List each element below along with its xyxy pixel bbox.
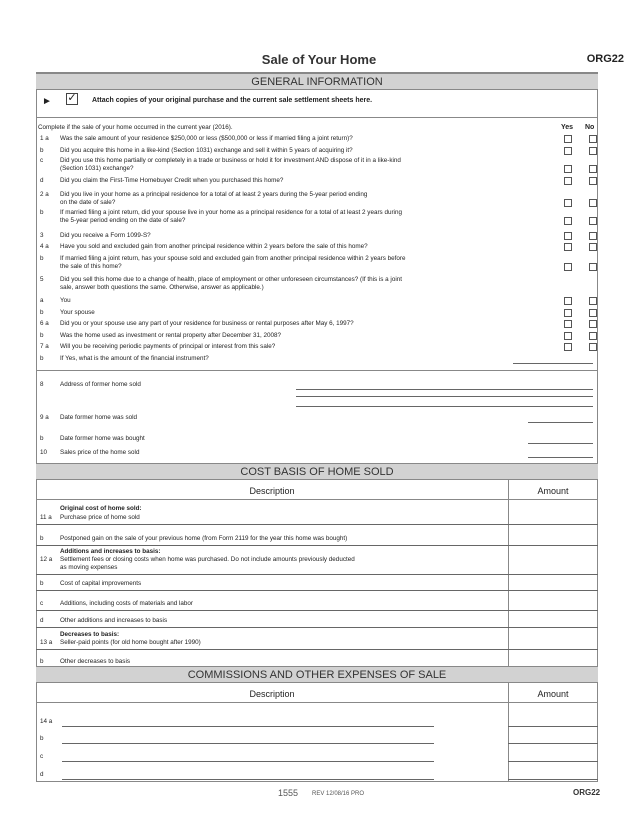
question-number: 1 a <box>40 135 49 142</box>
row-heading: Additions and increases to basis: <box>60 548 161 555</box>
divider <box>36 370 598 371</box>
field-input-line[interactable] <box>528 422 593 423</box>
section-commissions: COMMISSIONS AND OTHER EXPENSES OF SALE <box>36 666 598 683</box>
yes-checkbox[interactable] <box>564 199 572 207</box>
intro-text: Complete if the sale of your home occurred in the current year (2016). <box>38 124 233 131</box>
amount-input-line[interactable] <box>36 574 598 575</box>
field-label: Date former home was sold <box>60 414 137 421</box>
question-number: 5 <box>40 276 44 283</box>
expense-description-line[interactable] <box>62 761 434 762</box>
no-checkbox[interactable] <box>589 199 597 207</box>
question-number: 7 a <box>40 343 49 350</box>
question-number: 4 a <box>40 243 49 250</box>
expense-amount-line[interactable] <box>508 779 598 780</box>
field-input-line[interactable] <box>296 389 593 390</box>
question-number: 3 <box>40 232 44 239</box>
attach-checkbox[interactable]: ✓ <box>67 92 77 104</box>
amount-input-line[interactable] <box>36 649 598 650</box>
yes-checkbox[interactable] <box>564 232 572 240</box>
question-text: Did you use this home partially or completely in a trade or business or hold it for investment AND dispose of it in a like-kind (Section 1031) exchange? <box>60 157 401 172</box>
row-description: Purchase price of home sold <box>60 514 140 521</box>
yes-checkbox[interactable] <box>564 332 572 340</box>
question-text: Did you claim the First-Time Homebuyer Credit when you purchased this home? <box>60 177 284 184</box>
no-checkbox[interactable] <box>589 217 597 225</box>
description-header: Description <box>249 689 295 699</box>
section-general-information: GENERAL INFORMATION <box>36 73 598 90</box>
row-heading: Original cost of home sold: <box>60 505 142 512</box>
page-title: Sale of Your Home <box>261 52 377 67</box>
question-text: If married filing a joint return, did your spouse live in your home as a principal residence for a total of at least 2 years during the 5-year period ending on the date of sale? <box>60 209 402 224</box>
form-code: ORG22 <box>586 53 624 65</box>
question-number: b <box>40 355 44 362</box>
question-number: 6 a <box>40 320 49 327</box>
row-number: 11 a <box>40 514 52 521</box>
question-number: b <box>40 309 44 316</box>
expense-amount-line[interactable] <box>508 761 598 762</box>
no-checkbox[interactable] <box>589 343 597 351</box>
expense-amount-line[interactable] <box>508 743 598 744</box>
yes-checkbox[interactable] <box>564 243 572 251</box>
no-checkbox[interactable] <box>589 135 597 143</box>
row-number: b <box>40 535 44 542</box>
amount-input-line[interactable] <box>513 363 593 364</box>
field-input-line[interactable] <box>528 443 593 444</box>
expense-row-number: c <box>40 753 44 760</box>
no-column-header: No <box>585 124 595 131</box>
expense-row-number: 14 a <box>40 718 53 725</box>
description-header: Description <box>249 486 295 496</box>
expense-row-number: d <box>40 771 44 778</box>
amount-input-line[interactable] <box>36 627 598 628</box>
row-description: Cost of capital improvements <box>60 580 142 587</box>
expense-description-line[interactable] <box>62 743 434 744</box>
question-number: d <box>40 177 44 184</box>
field-number: 10 <box>40 449 48 456</box>
question-number: a <box>40 297 44 304</box>
expense-description-line[interactable] <box>62 779 434 780</box>
field-input-line[interactable] <box>528 457 593 458</box>
pointer-arrow-icon: ► <box>42 96 52 107</box>
no-checkbox[interactable] <box>589 147 597 155</box>
question-number: b <box>40 209 44 216</box>
yes-checkbox[interactable] <box>564 343 572 351</box>
field-label: Sales price of the home sold <box>60 449 140 456</box>
amount-input-line[interactable] <box>36 524 598 525</box>
field-input-line[interactable] <box>296 406 593 407</box>
row-number: b <box>40 580 44 587</box>
field-label: Date former home was bought <box>60 435 145 442</box>
section-cost-basis: COST BASIS OF HOME SOLD <box>36 463 598 480</box>
question-text: Did you acquire this home in a like-kind (Section 1031) exchange and sell it within 5 years of acquiring it? <box>60 147 353 154</box>
no-checkbox[interactable] <box>589 232 597 240</box>
yes-checkbox[interactable] <box>564 263 572 271</box>
row-description: Seller-paid points (for old home bought after 1990) <box>60 639 201 646</box>
yes-column-header: Yes <box>561 124 574 131</box>
question-number: b <box>40 332 44 339</box>
yes-checkbox[interactable] <box>564 177 572 185</box>
row-description: Settlement fees or closing costs when home was purchased. Do not include amounts previously deducted as moving expenses <box>60 556 355 571</box>
divider <box>36 702 598 703</box>
no-checkbox[interactable] <box>589 297 597 305</box>
no-checkbox[interactable] <box>589 263 597 271</box>
no-checkbox[interactable] <box>589 332 597 340</box>
no-checkbox[interactable] <box>589 309 597 317</box>
row-number: 12 a <box>40 556 53 563</box>
yes-checkbox[interactable] <box>564 165 572 173</box>
question-number: 2 a <box>40 191 49 198</box>
attach-instructions: Attach copies of your original purchase and the current sale settlement sheets here. <box>92 97 373 104</box>
question-text: Will you be receiving periodic payments of principal or interest from this sale? <box>60 343 276 350</box>
row-heading: Decreases to basis: <box>60 631 120 638</box>
field-number: 9 a <box>40 414 49 421</box>
amount-column-divider <box>508 683 509 782</box>
row-description: Postponed gain on the sale of your previous home (from Form 2119 for the year this home was bought) <box>60 535 348 542</box>
field-number: 8 <box>40 381 44 388</box>
question-text: You <box>60 297 71 304</box>
row-description: Other additions and increases to basis <box>60 617 168 624</box>
yes-checkbox[interactable] <box>564 147 572 155</box>
divider <box>36 499 598 500</box>
question-text: If Yes, what is the amount of the financial instrument? <box>60 355 209 362</box>
expense-description-line[interactable] <box>62 726 434 727</box>
question-number: b <box>40 147 44 154</box>
amount-column-divider <box>508 480 509 666</box>
question-text: If married filing a joint return, has your spouse sold and excluded gain from another principal residence within 2 years before the sale of this home? <box>60 255 406 270</box>
row-number: d <box>40 617 44 624</box>
yes-checkbox[interactable] <box>564 217 572 225</box>
amount-input-line[interactable] <box>36 610 598 611</box>
footer-form-code: ORG22 <box>573 788 601 797</box>
divider <box>36 117 598 118</box>
question-text: Was the home used as investment or rental property after December 31, 2008? <box>60 332 281 339</box>
question-text: Was the sale amount of your residence $250,000 or less ($500,000 or less if married filing a joint return)? <box>60 135 353 142</box>
expense-amount-line[interactable] <box>508 726 598 727</box>
field-number: b <box>40 435 44 442</box>
yes-checkbox[interactable] <box>564 320 572 328</box>
no-checkbox[interactable] <box>589 165 597 173</box>
amount-input-line[interactable] <box>36 590 598 591</box>
question-number: c <box>40 157 44 164</box>
no-checkbox[interactable] <box>589 243 597 251</box>
field-label: Address of former home sold <box>60 381 141 388</box>
page-number: 1555 <box>278 788 299 798</box>
no-checkbox[interactable] <box>589 177 597 185</box>
no-checkbox[interactable] <box>589 320 597 328</box>
question-text: Did you receive a Form 1099-S? <box>60 232 151 239</box>
question-text: Did you sell this home due to a change of health, place of employment or other unforeseen circumstances? (If this is a joint sale, answer both questions the same. Otherwise, answer as applicable.) <box>60 276 402 291</box>
row-number: c <box>40 600 44 607</box>
yes-checkbox[interactable] <box>564 309 572 317</box>
revision-text: REV 12/08/16 PRO <box>312 791 365 797</box>
row-number: b <box>40 658 44 665</box>
yes-checkbox[interactable] <box>564 135 572 143</box>
question-text: Did you or your spouse use any part of your residence for business or rental purposes after May 6, 1997? <box>60 320 354 327</box>
question-number: b <box>40 255 44 262</box>
amount-header: Amount <box>537 689 569 699</box>
expense-row-number: b <box>40 735 44 742</box>
row-description: Additions, including costs of materials and labor <box>60 600 194 607</box>
amount-input-line[interactable] <box>36 545 598 546</box>
row-description: Other decreases to basis <box>60 658 131 665</box>
question-text: Your spouse <box>60 309 95 316</box>
row-number: 13 a <box>40 639 53 646</box>
field-input-line[interactable] <box>296 396 593 397</box>
question-text: Have you sold and excluded gain from another principal residence within 2 years before the sale of this home? <box>60 243 368 250</box>
question-text: Did you live in your home as a principal residence for a total of at least 2 years during the 5-year period ending on the date of sale? <box>60 191 368 206</box>
amount-header: Amount <box>537 486 569 496</box>
yes-checkbox[interactable] <box>564 297 572 305</box>
